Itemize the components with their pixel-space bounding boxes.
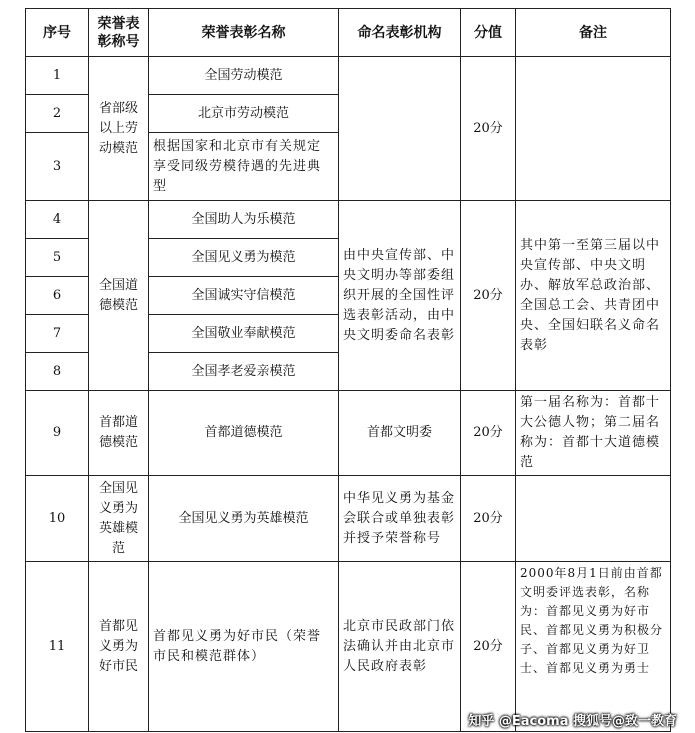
row-num: 1 xyxy=(26,57,89,95)
score-cell: 20分 xyxy=(461,57,516,201)
honor-name: 全国见义勇为模范 xyxy=(149,239,339,277)
org-cell: 中华见义勇为基金会联合或单独表彰并授予荣誉称号 xyxy=(339,476,461,562)
row-num: 9 xyxy=(26,391,89,476)
note-cell: 第一届名称为：首都十大公德人物；第二届名称为：首都十大道德模范 xyxy=(516,391,671,476)
note-cell xyxy=(516,476,671,562)
header-num: 序号 xyxy=(26,9,89,57)
row-num: 7 xyxy=(26,315,89,353)
note-cell: 2000年8月1日前由首都文明委评选表彰，名称为：首都见义勇为好市民、首都见义勇为积极分子、首都见义勇为好卫士、首都见义勇为勇士 xyxy=(516,562,671,732)
table-row xyxy=(26,562,671,732)
row-num: 10 xyxy=(26,476,89,562)
honor-name: 全国孝老爱亲模范 xyxy=(149,353,339,391)
table-row xyxy=(26,201,671,239)
org-cell: 北京市民政部门依法确认并由北京市人民政府表彰 xyxy=(339,562,461,732)
score-cell: 20分 xyxy=(461,391,516,476)
watermark: 知乎 @Eacoma 搜狐号@致一教育 xyxy=(468,714,677,729)
org-cell: 由中央宣传部、中央文明办等部委组织开展的全国性评选表彰活动，由中央文明委命名表彰 xyxy=(339,201,461,391)
honor-name: 全国助人为乐模范 xyxy=(149,201,339,239)
row-num: 2 xyxy=(26,95,89,133)
honor-name: 首都见义勇为好市民（荣誉市民和模范群体） xyxy=(149,562,339,732)
row-num: 3 xyxy=(26,133,89,201)
note-cell: 其中第一至第三届以中央宣传部、中央文明办、解放军总政治部、全国总工会、共青团中央、全国妇联名义命名表彰 xyxy=(516,201,671,391)
note-cell xyxy=(516,57,671,201)
header-row xyxy=(26,9,671,57)
honor-name: 根据国家和北京市有关规定享受同级劳模待遇的先进典型 xyxy=(149,133,339,201)
honor-title: 全国见义勇为英雄模范 xyxy=(89,476,149,562)
honor-title: 首都见义勇为好市民 xyxy=(89,562,149,732)
header-score: 分值 xyxy=(461,9,516,57)
honor-name: 首都道德模范 xyxy=(149,391,339,476)
honor-name: 全国诚实守信模范 xyxy=(149,277,339,315)
score-cell: 20分 xyxy=(461,201,516,391)
honor-title: 首都道德模范 xyxy=(89,391,149,476)
org-cell: 首都文明委 xyxy=(339,391,461,476)
header-note: 备注 xyxy=(516,9,671,57)
header-name: 荣誉表彰名称 xyxy=(149,9,339,57)
score-cell: 20分 xyxy=(461,562,516,732)
header-title: 荣誉表彰称号 xyxy=(89,9,149,57)
row-num: 11 xyxy=(26,562,89,732)
header-org: 命名表彰机构 xyxy=(339,9,461,57)
row-num: 4 xyxy=(26,201,89,239)
honor-name: 全国见义勇为英雄模范 xyxy=(149,476,339,562)
honor-name: 全国劳动模范 xyxy=(149,57,339,95)
honor-title: 省部级以上劳动模范 xyxy=(89,57,149,201)
honor-table xyxy=(25,8,671,732)
table-row xyxy=(26,391,671,476)
score-cell: 20分 xyxy=(461,476,516,562)
honor-title: 全国道德模范 xyxy=(89,201,149,391)
table-row xyxy=(26,476,671,562)
row-num: 8 xyxy=(26,353,89,391)
row-num: 5 xyxy=(26,239,89,277)
row-num: 6 xyxy=(26,277,89,315)
honor-name: 全国敬业奉献模范 xyxy=(149,315,339,353)
table-row xyxy=(26,57,671,95)
org-cell xyxy=(339,57,461,201)
honor-name: 北京市劳动模范 xyxy=(149,95,339,133)
